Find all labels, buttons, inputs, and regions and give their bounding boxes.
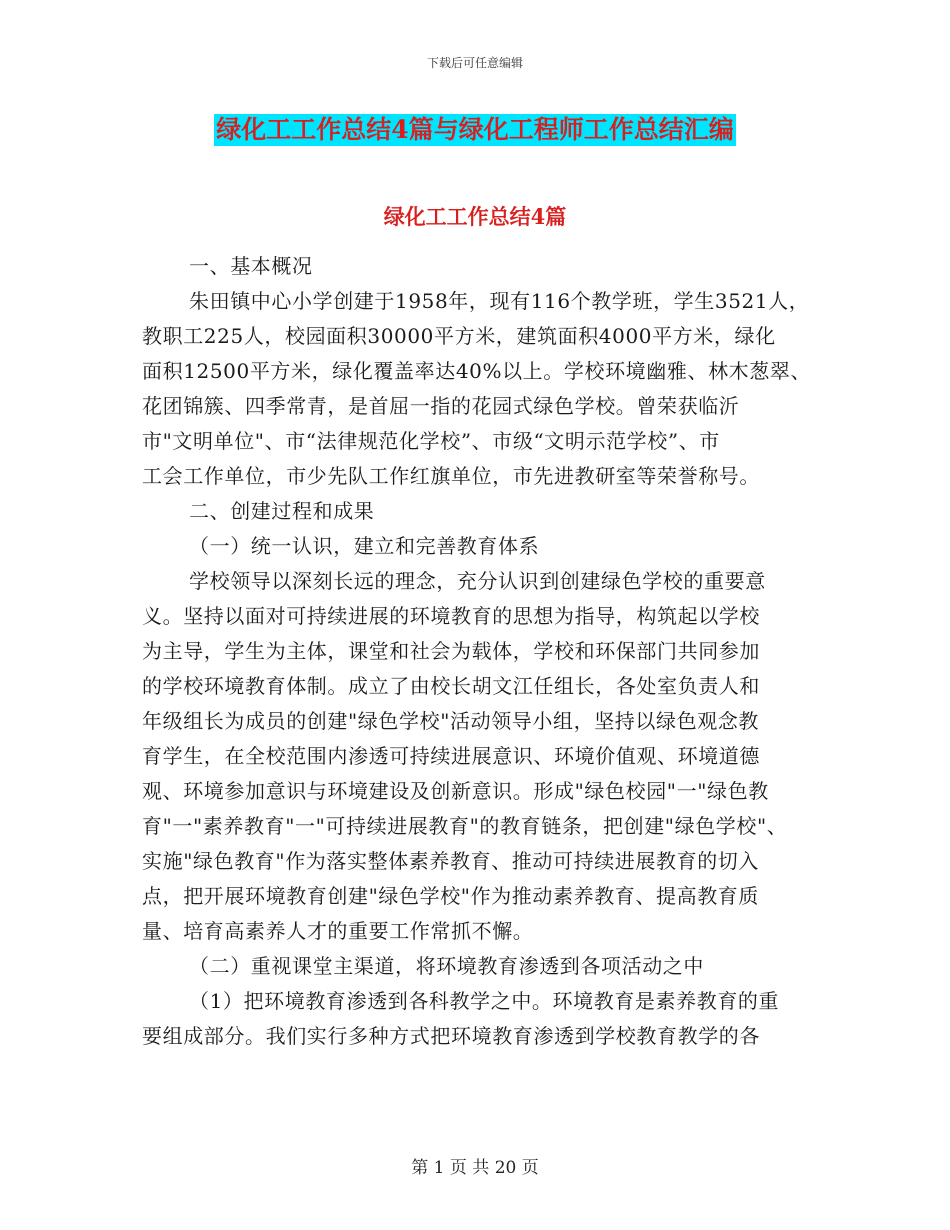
body-line: 二、创建过程和成果 (189, 499, 375, 523)
body-line: 市"文明单位"、市“法律规范化学校”、市级“文明示范学校”、市 (142, 429, 720, 453)
body-line: 一、基本概况 (189, 254, 313, 278)
body-line: 要组成部分。我们实行多种方式把环境教育渗透到学校教育教学的各 (142, 1024, 760, 1048)
body-line: 面积12500平方米，绿化覆盖率达40%以上。学校环境幽雅、林木葱翠、 (142, 359, 812, 383)
body-line: 量、培育高素养人才的重要工作常抓不懈。 (142, 919, 534, 943)
document-title: 绿化工工作总结4篇与绿化工程师工作总结汇编 (216, 115, 734, 144)
body-line: 点，把开展环境教育创建"绿色学校"作为推动素养教育、提高教育质 (142, 884, 759, 908)
body-line: 工会工作单位，市少先队工作红旗单位，市先进教研室等荣誉称号。 (142, 464, 760, 488)
body-line: 的学校环境教育体制。成立了由校长胡文江任组长，各处室负责人和 (142, 674, 760, 698)
section-title: 绿化工工作总结4篇 (383, 204, 567, 229)
page-footer: 第 1 页 共 20 页 (411, 1158, 539, 1178)
body-line: 教职工225人，校园面积30000平方米，建筑面积4000平方米，绿化 (142, 324, 776, 348)
body-line: （一）统一认识，建立和完善教育体系 (189, 534, 540, 558)
body-line: 花团锦簇、四季常青，是首屈一指的花园式绿色学校。曾荣获临沂 (142, 394, 740, 418)
body-line: 学校领导以深刻长远的理念，充分认识到创建绿色学校的重要意 (189, 569, 766, 593)
body-line: 育"一"素养教育"一"可持续进展教育"的教育链条，把创建"绿色学校"、 (142, 814, 788, 838)
body-line: （二）重视课堂主渠道，将环境教育渗透到各项活动之中 (189, 954, 704, 978)
body-line: （1）把环境教育渗透到各科教学之中。环境教育是素养教育的重 (189, 989, 780, 1013)
main-title-wrap (0, 114, 950, 146)
body-line: 观、环境参加意识与环境建设及创新意识。形成"绿色校园"一"绿色教 (142, 779, 769, 803)
body-line: 朱田镇中心小学创建于1958年，现有116个教学班，学生3521人， (189, 289, 810, 313)
body-line: 年级组长为成员的创建"绿色学校"活动领导小组，坚持以绿色观念教 (142, 709, 759, 733)
body-line: 义。坚持以面对可持续进展的环境教育的思想为指导，构筑起以学校 (142, 604, 760, 628)
body-line: 实施"绿色教育"作为落实整体素养教育、推动可持续进展教育的切入 (142, 849, 759, 873)
body-line: 为主导，学生为主体，课堂和社会为载体，学校和环保部门共同参加 (142, 639, 760, 663)
header-note: 下载后可任意编辑 (426, 56, 523, 70)
document-body (142, 249, 842, 1054)
body-line: 育学生，在全校范围内渗透可持续进展意识、环境价值观、环境道德 (142, 744, 760, 768)
